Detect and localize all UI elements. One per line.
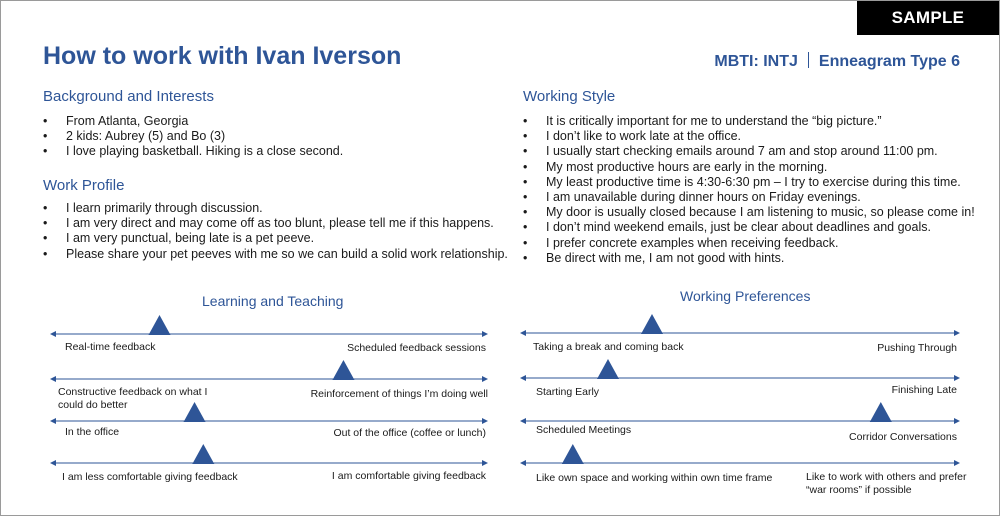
right-arrow-icon	[954, 460, 960, 466]
scale-right-label: Scheduled feedback sessions	[347, 342, 486, 354]
scale-right-label: Finishing Late	[891, 384, 957, 396]
right-arrow-icon	[954, 418, 960, 424]
list-item: • I usually start checking emails around 7 am and stop around 11:00 pm.	[523, 144, 975, 159]
scale-left-label: I am less comfortable giving feedback	[62, 471, 238, 483]
list-item: • I don’t like to work late at the office.	[523, 129, 975, 144]
left-arrow-icon	[50, 331, 56, 337]
scale-left-label: Like own space and working within own time frame	[536, 472, 773, 484]
list-item: • I am very direct and may come off as too blunt, please tell me if this happens.	[43, 216, 508, 231]
left-arrow-icon	[50, 376, 56, 382]
learning-scale-marker	[332, 360, 354, 380]
right-arrow-icon	[954, 375, 960, 381]
right-arrow-icon	[482, 460, 488, 466]
list-item: • Be direct with me, I am not good with hints.	[523, 251, 975, 266]
left-arrow-icon	[50, 418, 56, 424]
page-title: How to work with Ivan Iverson	[43, 42, 402, 70]
scale-right-label: Out of the office (coffee or lunch)	[333, 427, 486, 439]
scale-left-label: Constructive feedback on what I could do better	[58, 386, 208, 411]
list-item: • My least productive time is 4:30-6:30 pm – I try to exercise during this time.	[523, 175, 975, 190]
learning-scale-marker	[149, 315, 171, 335]
scale-left-label: In the office	[65, 426, 120, 438]
scale-right-label: Reinforcement of things I’m doing well	[310, 388, 488, 400]
preferences-scale-marker	[641, 314, 663, 334]
left-arrow-icon	[520, 330, 526, 336]
left-arrow-icon	[520, 375, 526, 381]
list-item: • From Atlanta, Georgia	[43, 114, 343, 129]
list-item: • 2 kids: Aubrey (5) and Bo (3)	[43, 129, 343, 144]
scale-right-label: Like to work with others and prefer “war rooms” if possible	[806, 471, 967, 496]
scale-right-label: I am comfortable giving feedback	[331, 470, 486, 482]
scale-left-label: Real-time feedback	[65, 341, 156, 353]
right-arrow-icon	[482, 331, 488, 337]
right-arrow-icon	[482, 418, 488, 424]
left-arrow-icon	[50, 460, 56, 466]
scale-right-label: Pushing Through	[877, 342, 957, 354]
mbti-type: MBTI: INTJ	[714, 53, 798, 70]
list-item: • I learn primarily through discussion.	[43, 201, 508, 216]
background-heading: Background and Interests	[43, 88, 214, 105]
learning-heading: Learning and Teaching	[202, 293, 344, 309]
list-item: • It is critically important for me to understand the “big picture.”	[523, 114, 975, 129]
scale-left-label: Scheduled Meetings	[536, 424, 632, 436]
left-arrow-icon	[520, 460, 526, 466]
list-item: • I am unavailable during dinner hours on Friday evenings.	[523, 190, 975, 205]
learning-scale-marker	[192, 444, 214, 464]
scale-right-label: Corridor Conversations	[849, 431, 957, 443]
preferences-scale-marker	[597, 359, 619, 379]
working-style-heading: Working Style	[523, 88, 616, 105]
left-arrow-icon	[520, 418, 526, 424]
right-arrow-icon	[954, 330, 960, 336]
sample-badge: SAMPLE	[857, 1, 999, 35]
list-item: • My most productive hours are early in the morning.	[523, 160, 975, 175]
preferences-scale-marker	[562, 444, 584, 464]
scale-left-label: Taking a break and coming back	[533, 341, 684, 353]
enneagram-type: Enneagram Type 6	[818, 53, 960, 70]
scale-left-label: Starting Early	[536, 386, 600, 398]
work-profile-heading: Work Profile	[43, 177, 125, 194]
list-item: • I don’t mind weekend emails, just be clear about deadlines and goals.	[523, 220, 975, 235]
list-item: • I am very punctual, being late is a pet peeve.	[43, 231, 508, 246]
list-item: • I prefer concrete examples when receiving feedback.	[523, 236, 975, 251]
preferences-scale-marker	[870, 402, 892, 422]
preferences-heading: Working Preferences	[680, 288, 811, 304]
list-item: • Please share your pet peeves with me so we can build a solid work relationship.	[43, 247, 508, 262]
list-item: • My door is usually closed because I am listening to music, so please come in!	[523, 205, 975, 220]
list-item: • I love playing basketball. Hiking is a close second.	[43, 144, 343, 159]
right-arrow-icon	[482, 376, 488, 382]
